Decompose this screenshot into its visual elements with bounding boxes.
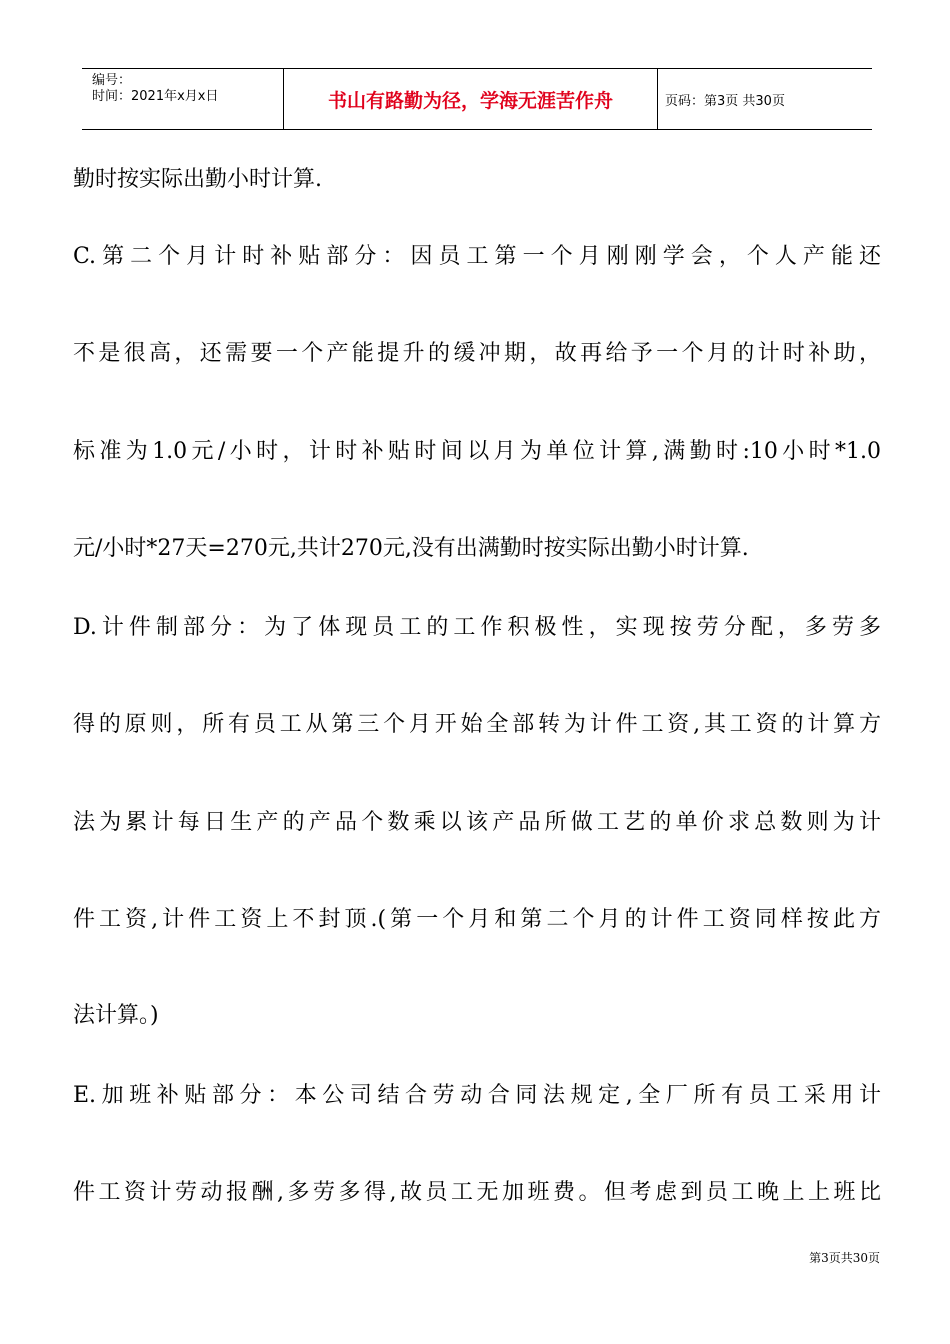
header-meta-cell [82,69,283,129]
body-line-11: E.加班补贴部分：本公司结合劳动合同法规定,全厂所有员工采用计 [73,1083,881,1108]
body-line-2: C.第二个月计时补贴部分：因员工第一个月刚刚学会，个人产能还 [73,244,881,269]
body-line-9: 件工资,计件工资上不封顶.(第一个月和第二个月的计件工资同样按此方 [73,907,881,932]
page-footer: 第3页共30页 [809,1251,880,1265]
body-line-3: 不是很高，还需要一个产能提升的缓冲期，故再给予一个月的计时补助， [73,341,881,366]
body-line-4: 标准为1.0元/小时，计时补贴时间以月为单位计算,满勤时:10小时*1.0 [73,439,881,464]
page-header [82,68,872,130]
document-date-label: 时间：2021年x月x日 [92,89,219,104]
document-number-label: 编号： [92,73,132,88]
body-line-5: 元/小时*27天=270元,共计270元,没有出满勤时按实际出勤小时计算. [73,536,749,561]
header-page-info: 页码：第3页 共30页 [665,93,785,109]
body-line-6: D.计件制部分：为了体现员工的工作积极性，实现按劳分配，多劳多 [73,615,881,640]
header-motto-cell [283,69,658,129]
body-line-10: 法计算。) [73,1003,159,1028]
body-line-7: 得的原则，所有员工从第三个月开始全部转为计件工资,其工资的计算方 [73,712,881,737]
body-line-8: 法为累计每日生产的产品个数乘以该产品所做工艺的单价求总数则为计 [73,810,881,835]
body-line-12: 件工资计劳动报酬,多劳多得,故员工无加班费。但考虑到员工晚上上班比 [73,1180,881,1205]
header-page-cell [657,69,872,129]
header-motto: 书山有路勤为径，学海无涯苦作舟 [327,89,613,112]
body-line-1: 勤时按实际出勤小时计算. [73,167,322,192]
